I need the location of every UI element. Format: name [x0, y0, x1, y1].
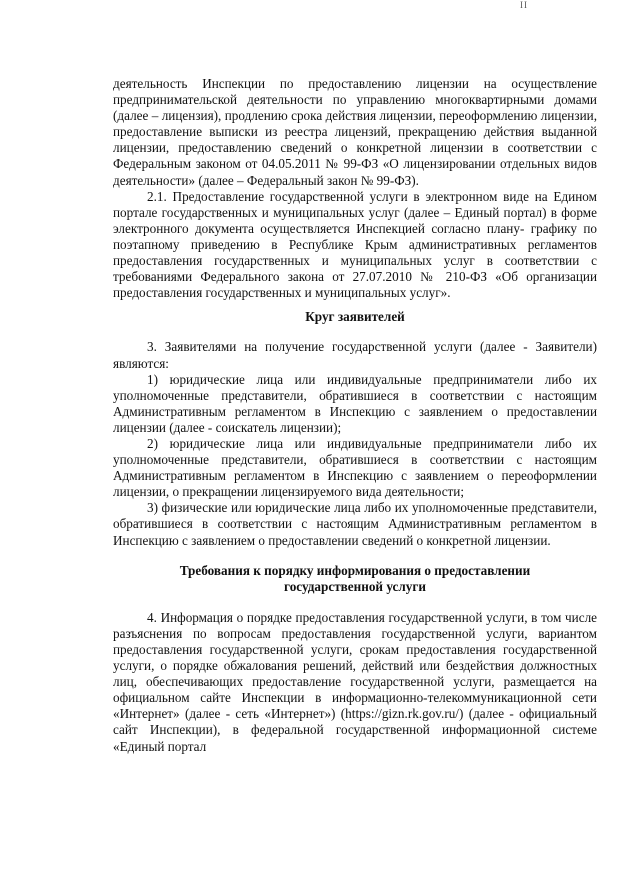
document-body: [113, 76, 597, 755]
corner-mark: II: [520, 0, 528, 10]
heading-information-line-2: государственной услуги: [284, 578, 426, 594]
paragraph-applicants-item-3: 3) физические или юридические лица либо их уполномоченные представители, обратившиеся в соответствии с настоящим Административным регламентом в Инспекцию с заявлением о предоставлении сведений о конкретной лицензии.: [113, 500, 597, 548]
paragraph-license-activity: деятельность Инспекции по предоставлению лицензии на осуществление предпринимательской деятельности по управлению многоквартирными домами (далее – лицензия), продлению срока действия лицензии, переоформлению лицензии, предоставление выписки из реестра лицензий, прекращению действия выданной лицензии, предоставлению сведений о конкретной лицензии в соответствии с Федеральным законом от 04.05.2011 № 99-ФЗ «О лицензировании отдельных видов деятельности» (далее – Федеральный закон № 99-ФЗ).: [113, 76, 597, 188]
heading-information-requirements: [113, 563, 597, 595]
paragraph-applicants-item-2: 2) юридические лица или индивидуальные предприниматели либо их уполномоченные представители, обратившиеся в соответствии с настоящим Административным регламентом в Инспекцию с заявлением о переоформлении лицензии, о прекращении лицензируемого вида деятельности;: [113, 435, 597, 500]
paragraph-information-procedure: 4. Информация о порядке предоставления государственной услуги, в том числе разъяснения по вопросам предоставления государственной услуги, вариантом предоставления государственной услуги, срокам предоставления государственной услуги, о порядке обжалования решений, действий или бездействия должностных лиц, обеспечивающих предоставление государственной услуги, размещается на официальном сайте Инспекции в информационно-телекоммуникационной сети «Интернет» (далее - сеть «Интернет») (https://gizn.rk.gov.ru/) (далее - официальный сайт Инспекции), в федеральной государственной информационной системе «Единый портал: [113, 609, 597, 754]
heading-information-line-1: Требования к порядку информирования о предоставлении: [179, 562, 531, 578]
heading-applicants: Круг заявителей: [305, 309, 405, 325]
paragraph-electronic-service: 2.1. Предоставление государственной услуги в электронном виде на Едином портале государственных и муниципальных услуг (далее – Единый портал) в форме электронного документа осуществляется Инспекцией согласно плану- графику по поэтапному приведению в Республике Крым административных регламентов предоставления государственных и муниципальных услуг в соответствии с требованиями Федерального закона от 27.07.2010 № 210-ФЗ «Об организации предоставления государственных и муниципальных услуг».: [113, 188, 597, 301]
paragraph-applicants-intro: 3. Заявителями на получение государственной услуги (далее - Заявители) являются:: [113, 339, 597, 371]
paragraph-applicants-item-1: 1) юридические лица или индивидуальные предприниматели либо их уполномоченные представители, обратившиеся в соответствии с настоящим Административным регламентом в Инспекцию с заявлением о предоставлении лицензии (далее - соискатель лицензии);: [113, 371, 597, 435]
